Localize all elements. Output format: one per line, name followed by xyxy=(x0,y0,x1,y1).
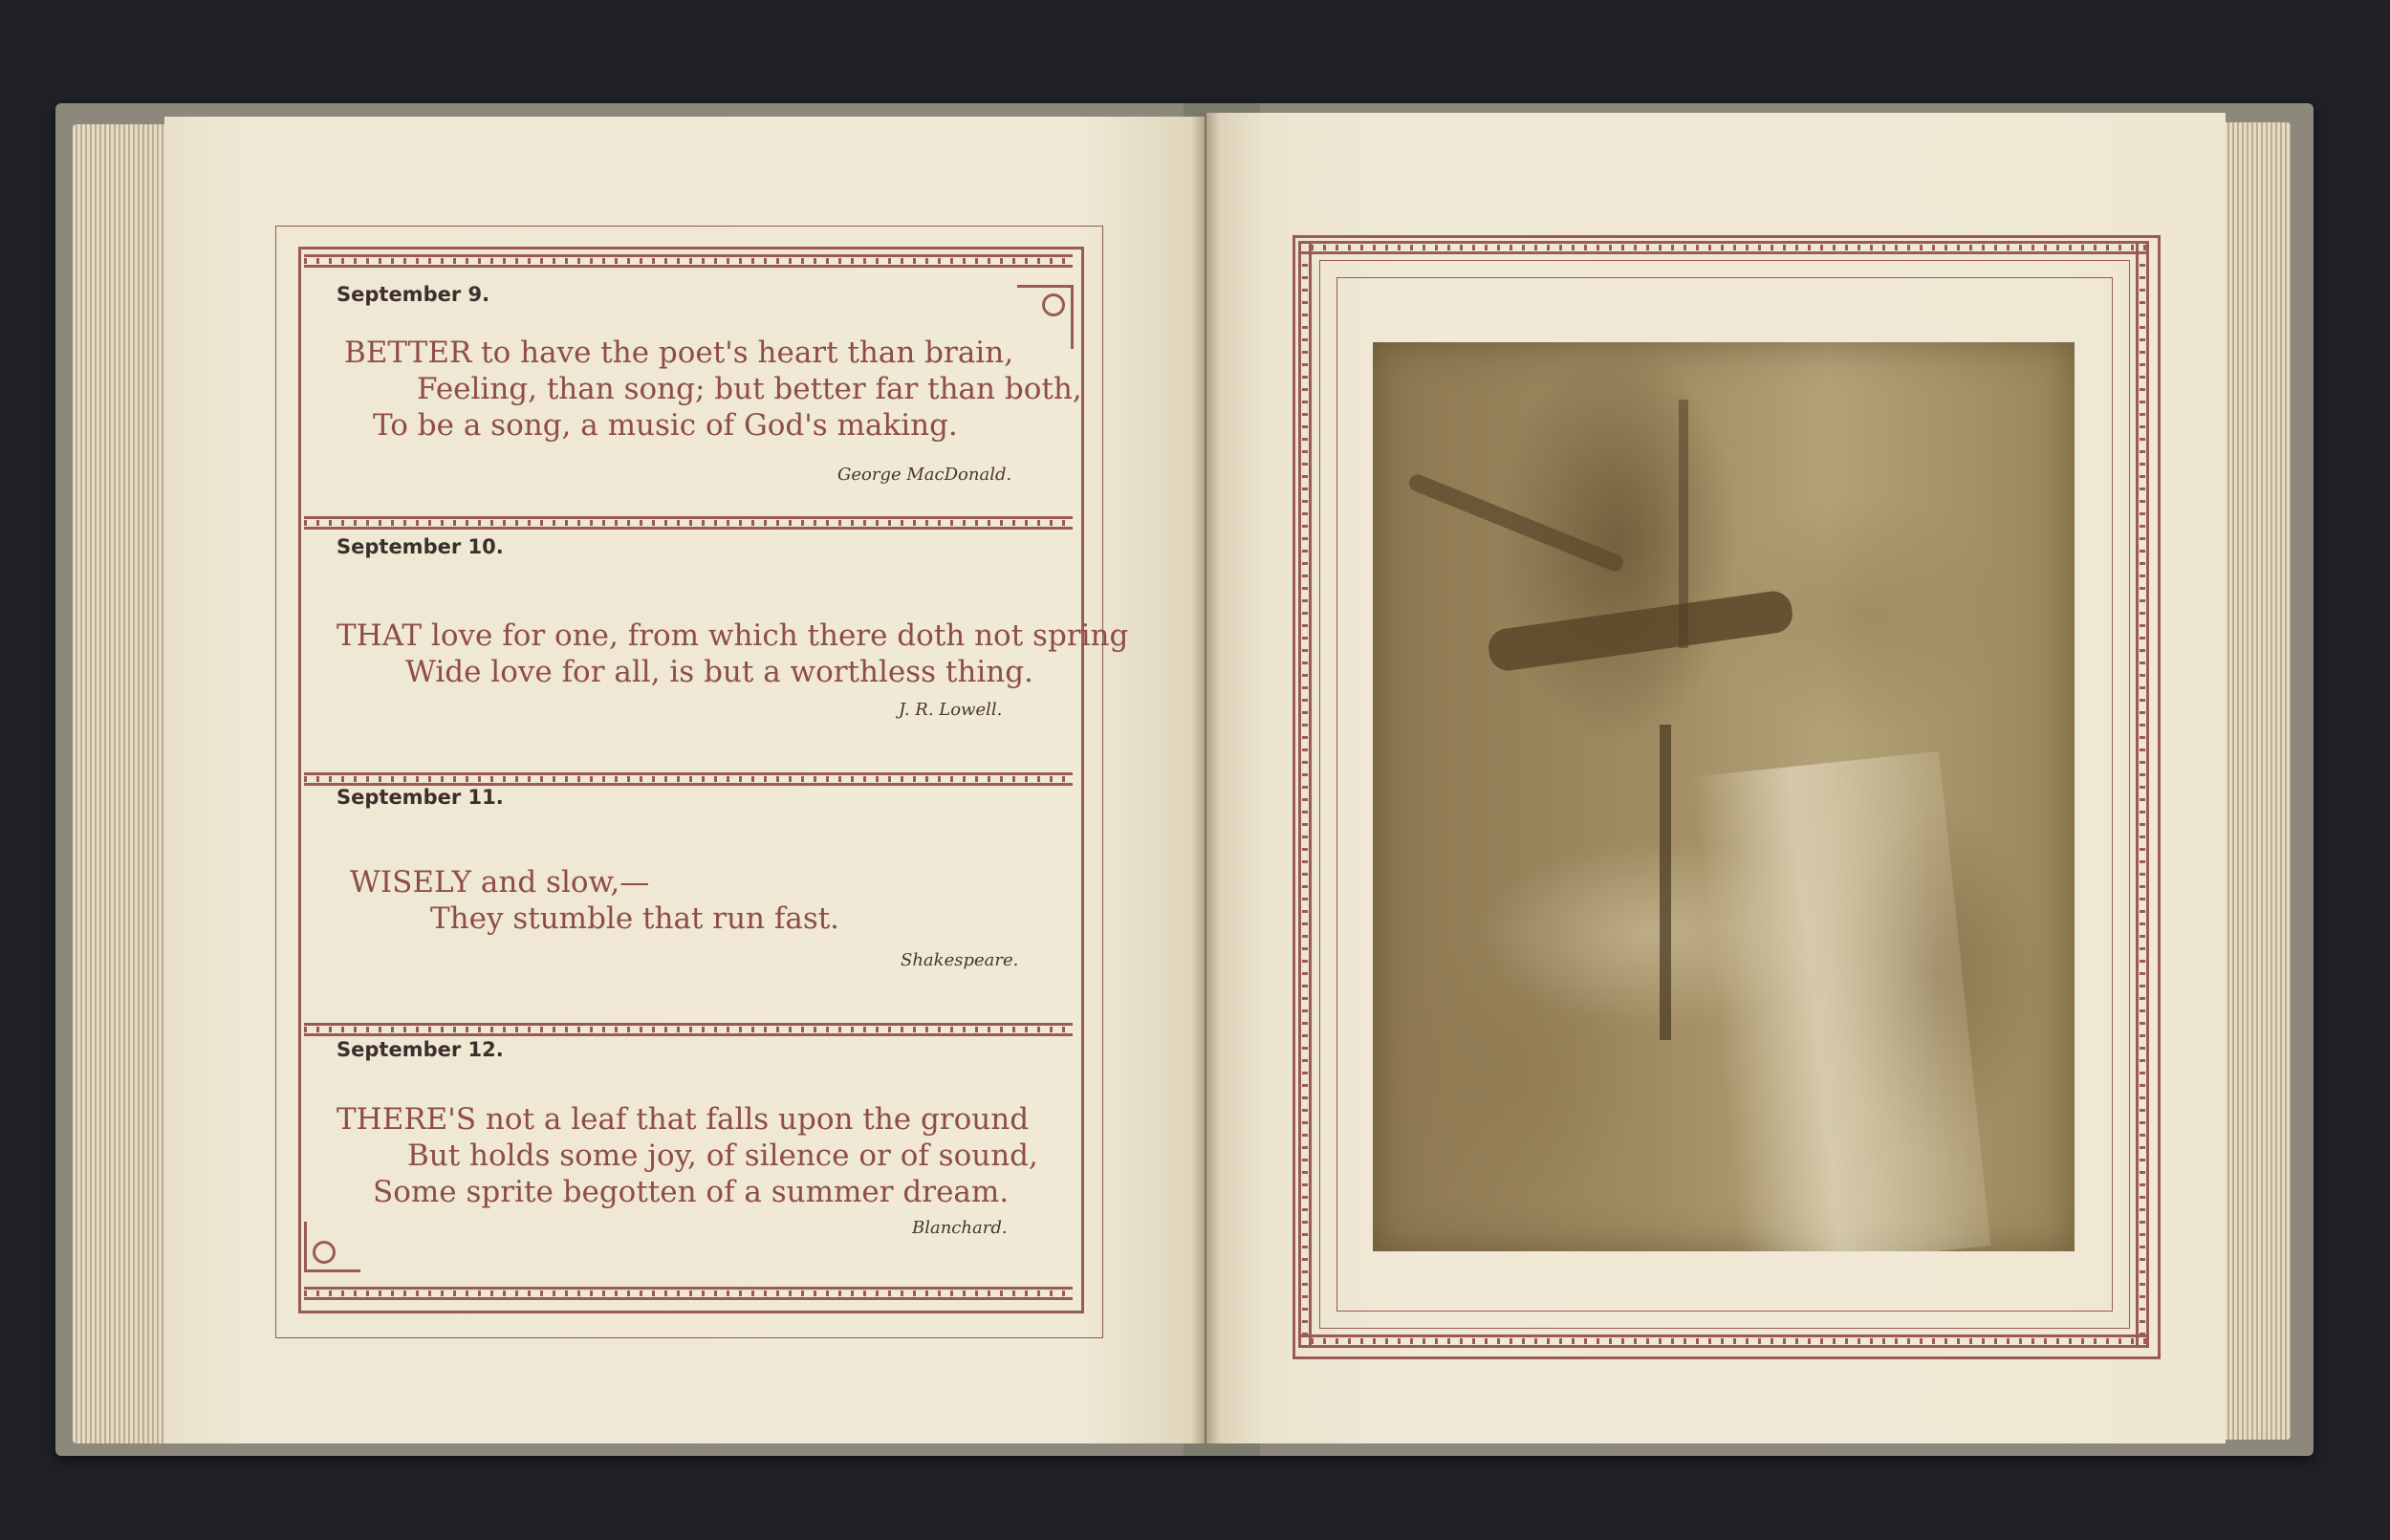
verse-line: Some sprite begotten of a summer dream. xyxy=(373,1175,1010,1209)
greek-key-divider-3 xyxy=(304,1023,1073,1036)
verse xyxy=(344,335,1082,444)
entry-date: September 9. xyxy=(337,283,490,306)
verse-line: THERE'S not a leaf that falls upon the ground xyxy=(337,1102,1030,1137)
verse-line: Wide love for all, is but a worthless thing. xyxy=(405,655,1033,689)
verse-line: But holds some joy, of silence or of sound, xyxy=(407,1139,1038,1173)
left-page-edges xyxy=(73,124,178,1443)
verse xyxy=(337,1101,1038,1210)
entry-date: September 12. xyxy=(337,1038,504,1061)
tree-trunk xyxy=(1486,589,1794,673)
landscape-photograph xyxy=(1373,342,2075,1251)
greek-key-border-bottom xyxy=(304,1287,1073,1300)
verse xyxy=(350,864,839,937)
entry-date: September 10. xyxy=(337,535,504,558)
tree-branch xyxy=(1406,472,1625,575)
author-attribution: J. R. Lowell. xyxy=(899,700,1003,720)
greek-key-border-left xyxy=(1298,241,1312,1348)
verse-line: WISELY and slow,— xyxy=(350,865,650,900)
greek-key-border-bottom xyxy=(1298,1334,2149,1348)
verse-line: BETTER to have the poet's heart than brain, xyxy=(344,336,1014,370)
verse xyxy=(337,618,1128,690)
greek-key-border-right xyxy=(2136,241,2149,1348)
greek-key-divider-1 xyxy=(304,516,1073,530)
corner-ornament-bottom-left xyxy=(304,1222,360,1272)
wooden-footbridge xyxy=(1660,725,1671,1040)
verse-line: Feeling, than song; but better far than both, xyxy=(417,372,1082,406)
verse-line: THAT love for one, from which there doth not spring xyxy=(337,618,1129,653)
author-attribution: George MacDonald. xyxy=(837,465,1012,485)
author-attribution: Blanchard. xyxy=(912,1218,1008,1238)
verse-line: To be a song, a music of God's making. xyxy=(373,408,958,443)
greek-key-divider-2 xyxy=(304,772,1073,786)
page-gutter xyxy=(1191,113,1220,1443)
verse-line: They stumble that run fast. xyxy=(430,901,840,936)
river-stream xyxy=(1692,751,1991,1251)
fence-rail xyxy=(1679,400,1688,648)
greek-key-border-top xyxy=(304,254,1073,268)
author-attribution: Shakespeare. xyxy=(901,950,1019,970)
greek-key-border-top xyxy=(1298,241,2149,254)
entry-date: September 11. xyxy=(337,786,504,809)
